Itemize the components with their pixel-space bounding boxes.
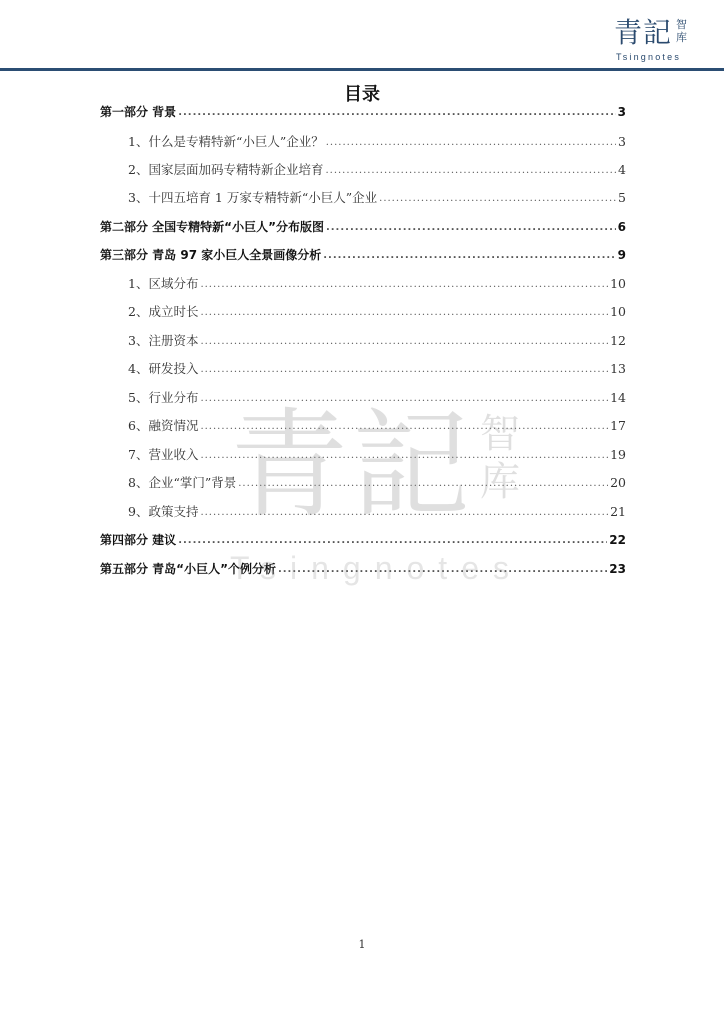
toc-entry-text: 6、融资情况	[128, 418, 199, 433]
toc-entry-text: 第二部分 全国专精特新“小巨人”分布版图	[100, 220, 324, 234]
logo-side-text: 智库	[676, 18, 687, 44]
toc-leader-dots	[379, 192, 616, 206]
toc-entry-page: 17	[610, 418, 626, 433]
toc-entry-text: 第一部分 背景	[100, 105, 177, 119]
toc-entry-text: 3、十四五培育 1 万家专精特新“小巨人”企业	[128, 190, 378, 205]
toc-entry-text: 1、区域分布	[128, 276, 199, 291]
header-divider	[0, 68, 724, 71]
toc-entry-part-2[interactable]	[100, 215, 626, 235]
toc-entry-page: 20	[610, 475, 626, 490]
toc-entry-page: 21	[610, 504, 626, 519]
toc-entry-3-6[interactable]	[100, 414, 626, 434]
toc-entry-text: 7、营业收入	[128, 447, 199, 462]
toc-entry-page: 4	[618, 162, 626, 177]
toc-entry-3-4[interactable]	[100, 357, 626, 377]
toc-entry-3-9[interactable]	[100, 500, 626, 520]
toc-entry-page: 23	[609, 562, 626, 576]
toc-leader-dots	[200, 449, 608, 463]
toc-entry-text: 1、什么是专精特新“小巨人”企业？	[128, 134, 324, 149]
toc-entry-text: 第五部分 青岛“小巨人”个例分析	[100, 562, 276, 576]
toc-leader-dots	[278, 563, 607, 577]
toc-entry-text: 第三部分 青岛 97 家小巨人全景画像分析	[100, 248, 322, 262]
toc-entry-3-2[interactable]	[100, 300, 626, 320]
toc-entry-1-3[interactable]	[100, 186, 626, 206]
toc-entry-1-2[interactable]	[100, 158, 626, 178]
toc-entry-page: 9	[617, 248, 626, 262]
toc-entry-page: 13	[610, 361, 626, 376]
page-number: 1	[358, 938, 366, 951]
toc-leader-dots	[200, 306, 608, 320]
toc-leader-dots	[200, 335, 608, 349]
toc-entry-page: 3	[617, 105, 626, 119]
toc-leader-dots	[200, 392, 608, 406]
toc-entry-page: 10	[610, 304, 626, 319]
toc-entry-part-1[interactable]	[100, 100, 626, 120]
toc-leader-dots	[200, 363, 608, 377]
watermark-side-text: 智库	[480, 411, 520, 505]
toc-entry-text: 8、企业“掌门”背景	[128, 475, 237, 490]
watermark-main-text: 青記	[230, 396, 475, 534]
toc-entry-page: 3	[618, 134, 626, 149]
toc-leader-dots	[238, 477, 608, 491]
toc-entry-3-3[interactable]	[100, 329, 626, 349]
toc-entry-page: 19	[610, 447, 626, 462]
toc-entry-page: 22	[609, 533, 626, 547]
toc-leader-dots	[326, 136, 616, 150]
toc-leader-dots	[200, 278, 608, 292]
logo-main-text: 青記	[614, 16, 673, 49]
toc-leader-dots	[326, 221, 616, 235]
toc-leader-dots	[323, 249, 615, 263]
toc-entry-page: 14	[610, 390, 626, 405]
toc-entry-part-5[interactable]	[100, 557, 626, 577]
toc-entry-page: 10	[610, 276, 626, 291]
toc-entry-page: 12	[610, 333, 626, 348]
toc-leader-dots	[178, 534, 607, 548]
toc-leader-dots	[325, 164, 616, 178]
toc-entry-text: 2、成立时长	[128, 304, 199, 319]
toc-entry-text: 第四部分 建议	[100, 533, 177, 547]
watermark-subtitle: Tsingnotes	[230, 550, 523, 586]
toc-entry-text: 4、研发投入	[128, 361, 199, 376]
toc-entry-text: 5、行业分布	[128, 390, 199, 405]
toc-entry-page: 6	[617, 220, 626, 234]
toc-entry-text: 9、政策支持	[128, 504, 199, 519]
toc-leader-dots	[178, 106, 615, 120]
toc-entry-3-7[interactable]	[100, 443, 626, 463]
toc-entry-page: 5	[618, 190, 626, 205]
toc-title: 目录	[344, 84, 380, 105]
toc-entry-3-5[interactable]	[100, 386, 626, 406]
logo-subtitle: Tsingnotes	[616, 52, 682, 62]
page-header	[0, 0, 724, 76]
toc-entry-1-1[interactable]	[100, 130, 626, 150]
toc-entry-3-8[interactable]	[100, 471, 626, 491]
toc-leader-dots	[200, 506, 608, 520]
brand-logo	[614, 16, 694, 66]
toc-entry-part-4[interactable]	[100, 528, 626, 548]
toc-entry-3-1[interactable]	[100, 272, 626, 292]
toc-entry-part-3[interactable]	[100, 243, 626, 263]
toc-entry-text: 3、注册资本	[128, 333, 199, 348]
toc-leader-dots	[200, 420, 608, 434]
toc-entry-text: 2、国家层面加码专精特新企业培育	[128, 162, 324, 177]
